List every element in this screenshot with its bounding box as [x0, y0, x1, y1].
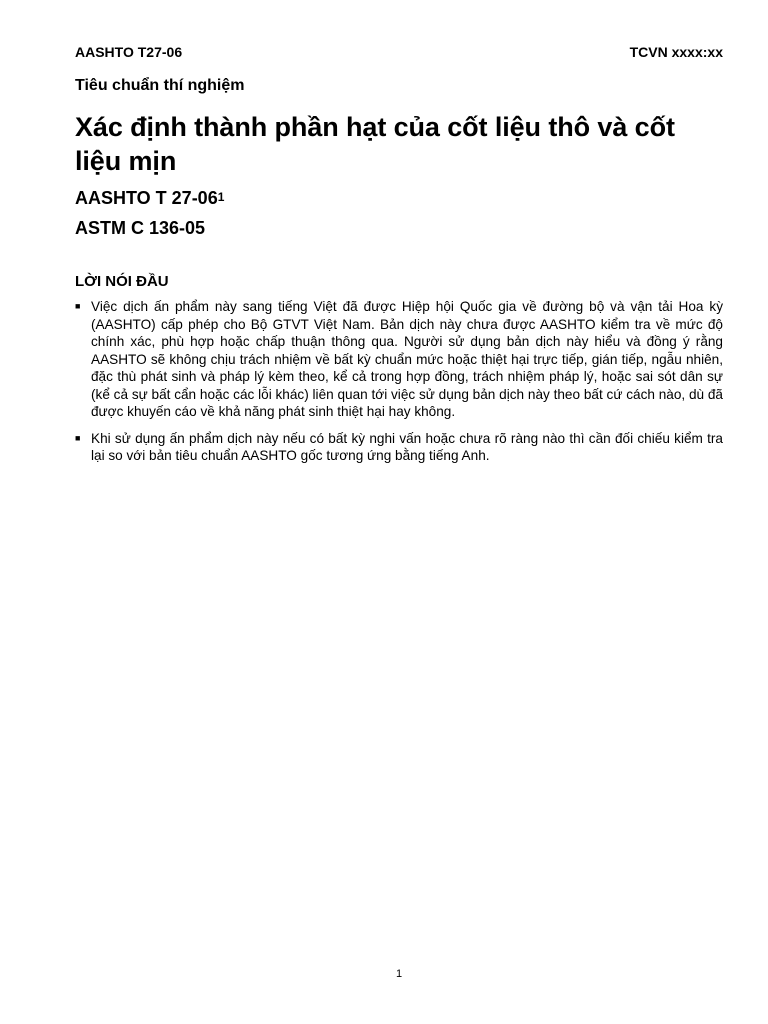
page-header — [75, 43, 723, 61]
list-item — [75, 430, 723, 465]
foreword-heading: LỜI NÓI ĐẦU — [75, 273, 169, 290]
list-item-text: Khi sử dụng ấn phẩm dịch này nếu có bất kỳ nghi vấn hoặc chưa rõ ràng nào thì cần đối chiếu kiểm tra lại so với bản tiêu chuẩn AASHTO gốc tương ứng bằng tiếng Anh. — [91, 430, 723, 463]
list-item-text: Việc dịch ấn phẩm này sang tiếng Việt đã được Hiệp hội Quốc gia về đường bộ và vận tải Hoa kỳ (AASHTO) cấp phép cho Bộ GTVT Việt Nam. Bản dịch này chưa được AASHTO kiểm tra về mức độ chính xác, phù hợp hoặc chấp thuận thông qua. Người sử dụng bản dịch này hiểu và đồng ý rằng AASHTO sẽ không chịu trách nhiệm về bất kỳ chuẩn mức hoặc thiệt hại trực tiếp, gián tiếp, ngẫu nhiên, đặc thù phát sinh và pháp lý kèm theo, kể cả trong hợp đồng, trách nhiệm pháp lý, hoặc sai sót dân sự (kể cả sự bất cẩn hoặc các lỗi khác) liên quan tới việc sử dụng bản dịch này theo bất cứ cách nào, dù đã được khuyến cáo về khả năng phát sinh thiệt hại hay không. — [91, 299, 723, 419]
document-title: Xác định thành phần hạt của cốt liệu thô và cốt liệu mịn — [75, 112, 675, 176]
aashto-code — [75, 187, 224, 209]
footnote-marker: 1 — [217, 190, 225, 204]
bullet-square-icon: ■ — [75, 301, 81, 311]
aashto-code-text: AASHTO T 27-06 — [75, 188, 218, 208]
document-category: Tiêu chuẩn thí nghiệm — [75, 77, 245, 94]
header-standard-code: AASHTO T27-06 — [75, 44, 183, 60]
astm-code: ASTM C 136-05 — [75, 218, 206, 238]
page-number: 1 — [395, 968, 403, 980]
header-tcvn-code: TCVN xxxx:xx — [629, 44, 723, 60]
list-item — [75, 298, 723, 421]
document-page — [75, 0, 723, 1024]
foreword-list — [75, 298, 723, 474]
bullet-square-icon: ■ — [75, 432, 81, 443]
